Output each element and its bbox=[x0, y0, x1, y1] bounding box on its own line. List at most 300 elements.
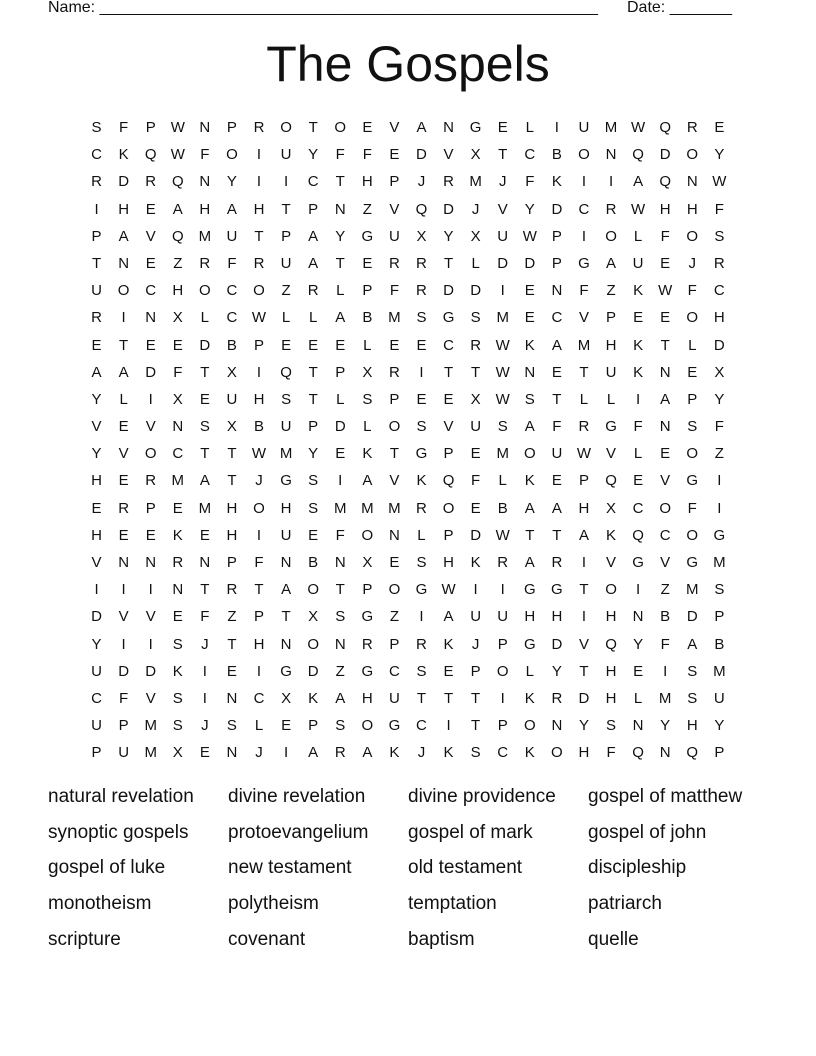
grid-letter: Q bbox=[686, 744, 699, 762]
grid-letter: R bbox=[226, 581, 238, 599]
grid-letter: I bbox=[94, 200, 99, 218]
grid-letter: B bbox=[551, 146, 562, 164]
grid-letter: E bbox=[172, 608, 183, 626]
grid-letter: S bbox=[524, 390, 535, 408]
word-bank-row bbox=[48, 851, 788, 887]
grid-letter: S bbox=[687, 418, 698, 436]
grid-letter: M bbox=[686, 581, 699, 599]
grid-letter: T bbox=[308, 363, 318, 381]
grid-letter: F bbox=[471, 472, 481, 490]
grid-letter: N bbox=[659, 418, 671, 436]
grid-letter: K bbox=[470, 554, 481, 571]
grid-letter: M bbox=[713, 554, 726, 571]
grid-letter: P bbox=[389, 635, 400, 653]
grid-letter: M bbox=[469, 173, 482, 191]
grid-letter: W bbox=[170, 119, 185, 136]
grid-letter: N bbox=[118, 554, 130, 571]
grid-letter: S bbox=[362, 390, 373, 408]
grid-letter: Q bbox=[659, 119, 672, 136]
grid-letter: E bbox=[199, 526, 210, 544]
grid-letter: K bbox=[443, 635, 454, 653]
grid-letter: M bbox=[171, 472, 185, 490]
grid-letter: I bbox=[500, 689, 505, 707]
grid-letter: Y bbox=[226, 173, 237, 191]
grid-letter: X bbox=[470, 390, 481, 408]
grid-letter: U bbox=[280, 418, 292, 436]
grid-letter: K bbox=[362, 445, 373, 463]
grid-letter: F bbox=[606, 744, 616, 762]
grid-row bbox=[83, 658, 733, 685]
grid-letter: D bbox=[551, 200, 563, 218]
grid-letter: Y bbox=[335, 227, 346, 245]
grid-letter: L bbox=[336, 282, 345, 300]
grid-letter: C bbox=[226, 309, 238, 327]
grid-letter: E bbox=[714, 119, 725, 136]
word-bank-row bbox=[48, 815, 788, 851]
word-bank-item: temptation bbox=[408, 893, 497, 915]
grid-letter: K bbox=[551, 173, 562, 191]
grid-letter: N bbox=[199, 173, 211, 191]
grid-letter: A bbox=[281, 581, 292, 599]
grid-letter: O bbox=[388, 418, 401, 436]
grid-letter: F bbox=[714, 200, 724, 218]
grid-letter: M bbox=[658, 689, 672, 707]
grid-letter: O bbox=[388, 581, 401, 599]
grid-letter: R bbox=[145, 173, 157, 191]
grid-letter: G bbox=[605, 418, 617, 436]
grid-letter: L bbox=[363, 336, 372, 354]
grid-letter: C bbox=[632, 499, 644, 517]
grid-letter: S bbox=[91, 119, 102, 136]
grid-letter: H bbox=[524, 608, 536, 626]
grid-letter: T bbox=[552, 526, 562, 544]
grid-letter: O bbox=[659, 499, 672, 517]
grid-letter: T bbox=[200, 363, 210, 381]
grid-letter: X bbox=[470, 227, 481, 245]
grid-letter: W bbox=[495, 336, 510, 354]
grid-letter: T bbox=[579, 662, 589, 680]
grid-letter: U bbox=[91, 282, 102, 300]
grid-row bbox=[83, 413, 733, 440]
grid-letter: U bbox=[605, 363, 617, 381]
grid-letter: E bbox=[145, 200, 156, 218]
grid-letter: T bbox=[443, 363, 454, 381]
grid-letter: R bbox=[307, 282, 319, 300]
grid-letter: A bbox=[308, 254, 319, 272]
grid-letter: M bbox=[144, 744, 157, 762]
grid-letter: T bbox=[552, 390, 562, 408]
grid-letter: T bbox=[443, 254, 454, 272]
grid-letter: F bbox=[254, 554, 264, 571]
grid-row bbox=[83, 168, 733, 195]
grid-letter: D bbox=[470, 526, 482, 544]
grid-letter: N bbox=[145, 554, 157, 571]
grid-letter: X bbox=[362, 554, 373, 571]
grid-letter: Q bbox=[171, 227, 184, 245]
grid-letter: E bbox=[389, 554, 400, 571]
grid-letter: N bbox=[443, 119, 454, 136]
grid-letter: E bbox=[118, 472, 129, 490]
grid-letter: R bbox=[334, 744, 346, 762]
grid-letter: X bbox=[308, 608, 319, 626]
grid-letter: U bbox=[118, 744, 130, 762]
grid-letter: M bbox=[333, 499, 347, 517]
grid-letter: P bbox=[578, 472, 589, 490]
grid-letter: G bbox=[469, 119, 482, 136]
grid-letter: R bbox=[91, 173, 102, 191]
grid-letter: Y bbox=[91, 390, 102, 408]
grid-letter: R bbox=[253, 119, 265, 136]
grid-letter: Q bbox=[605, 472, 617, 490]
grid-letter: E bbox=[524, 282, 535, 300]
grid-letter: H bbox=[226, 499, 238, 517]
grid-letter: Z bbox=[606, 282, 616, 300]
grid-letter: E bbox=[416, 390, 427, 408]
grid-letter: G bbox=[523, 581, 536, 599]
grid-letter: H bbox=[605, 689, 617, 707]
grid-letter: G bbox=[442, 309, 455, 327]
grid-letter: C bbox=[172, 445, 184, 463]
grid-letter: N bbox=[226, 744, 238, 762]
grid-letter: Z bbox=[227, 608, 237, 626]
grid-letter: E bbox=[335, 445, 346, 463]
grid-letter: T bbox=[254, 227, 264, 245]
grid-letter: A bbox=[362, 744, 373, 762]
grid-letter: E bbox=[199, 744, 210, 762]
grid-letter: Y bbox=[714, 717, 725, 735]
grid-letter: A bbox=[199, 472, 210, 490]
grid-letter: E bbox=[308, 526, 319, 544]
grid-letter: Y bbox=[308, 445, 319, 463]
grid-letter: E bbox=[551, 472, 562, 490]
grid-letter: I bbox=[121, 635, 126, 653]
word-bank-item: gospel of mark bbox=[408, 821, 533, 843]
grid-letter: E bbox=[389, 146, 400, 164]
grid-letter: E bbox=[145, 254, 156, 272]
grid-letter: X bbox=[226, 363, 237, 381]
grid-letter: N bbox=[686, 173, 698, 191]
grid-letter: K bbox=[389, 744, 400, 762]
grid-letter: V bbox=[145, 689, 156, 707]
grid-row bbox=[83, 114, 733, 141]
grid-letter: G bbox=[361, 662, 374, 680]
grid-letter: H bbox=[578, 499, 590, 517]
grid-letter: C bbox=[416, 717, 427, 735]
grid-letter: S bbox=[470, 744, 481, 762]
word-bank-item: divine revelation bbox=[228, 785, 366, 807]
grid-letter: A bbox=[118, 363, 129, 381]
grid-letter: L bbox=[308, 309, 318, 327]
grid-letter: T bbox=[308, 390, 318, 408]
grid-letter: E bbox=[389, 336, 400, 354]
word-bank-item: divine providence bbox=[408, 785, 556, 807]
grid-letter: T bbox=[335, 254, 345, 272]
grid-letter: P bbox=[254, 336, 265, 354]
grid-letter: R bbox=[713, 254, 725, 272]
grid-letter: F bbox=[525, 173, 535, 191]
grid-letter: O bbox=[686, 309, 699, 327]
grid-letter: N bbox=[388, 526, 400, 544]
grid-letter: H bbox=[443, 554, 454, 571]
grid-letter: R bbox=[416, 282, 427, 300]
grid-letter: N bbox=[280, 635, 292, 653]
grid-letter: I bbox=[581, 608, 587, 626]
grid-letter: H bbox=[226, 526, 238, 544]
grid-letter: G bbox=[686, 472, 699, 490]
word-bank-row bbox=[48, 886, 788, 922]
grid-letter: I bbox=[338, 472, 343, 490]
grid-letter: S bbox=[687, 689, 698, 707]
grid-letter: S bbox=[172, 717, 183, 735]
grid-letter: T bbox=[227, 635, 237, 653]
grid-letter: D bbox=[118, 662, 130, 680]
grid-letter: V bbox=[118, 608, 129, 626]
grid-letter: O bbox=[307, 635, 319, 653]
grid-letter: S bbox=[308, 499, 319, 517]
grid-letter: B bbox=[714, 635, 725, 653]
grid-letter: B bbox=[254, 418, 265, 436]
grid-letter: I bbox=[500, 581, 505, 599]
grid-letter: T bbox=[471, 717, 481, 735]
word-bank-item: patriarch bbox=[588, 893, 662, 915]
grid-letter: U bbox=[713, 689, 725, 707]
word-bank-row bbox=[48, 922, 788, 958]
grid-letter: C bbox=[659, 526, 671, 544]
grid-letter: K bbox=[606, 526, 617, 544]
grid-letter: A bbox=[578, 526, 589, 544]
grid-letter: K bbox=[118, 146, 129, 164]
grid-letter: I bbox=[419, 363, 424, 381]
grid-letter: W bbox=[170, 146, 185, 164]
grid-letter: V bbox=[578, 635, 589, 653]
grid-letter: E bbox=[335, 336, 346, 354]
grid-letter: P bbox=[362, 282, 373, 300]
grid-letter: G bbox=[415, 445, 428, 463]
grid-letter: H bbox=[605, 608, 617, 626]
grid-letter: I bbox=[121, 581, 126, 599]
grid-letter: W bbox=[522, 227, 537, 245]
grid-letter: E bbox=[172, 336, 183, 354]
grid-letter: F bbox=[200, 146, 210, 164]
grid-letter: P bbox=[145, 119, 156, 136]
grid-letter: X bbox=[172, 390, 183, 408]
grid-letter: F bbox=[660, 227, 670, 245]
grid-letter: D bbox=[659, 146, 671, 164]
grid-letter: H bbox=[713, 309, 725, 327]
grid-letter: P bbox=[335, 363, 346, 381]
grid-letter: S bbox=[606, 717, 617, 735]
grid-letter: O bbox=[686, 445, 699, 463]
grid-letter: D bbox=[578, 689, 590, 707]
grid-letter: E bbox=[660, 254, 671, 272]
grid-letter: P bbox=[443, 445, 454, 463]
grid-letter: I bbox=[256, 526, 262, 544]
grid-letter: I bbox=[148, 581, 153, 599]
grid-letter: A bbox=[335, 309, 346, 327]
word-bank-item: protoevangelium bbox=[228, 821, 369, 843]
grid-letter: L bbox=[254, 717, 264, 735]
grid-letter: K bbox=[633, 336, 644, 354]
grid-letter: R bbox=[686, 119, 698, 136]
grid-letter: E bbox=[470, 499, 481, 517]
grid-letter: A bbox=[687, 635, 698, 653]
grid-letter: I bbox=[202, 662, 207, 680]
grid-letter: R bbox=[497, 554, 509, 571]
grid-letter: F bbox=[119, 689, 129, 707]
grid-letter: Q bbox=[632, 744, 644, 762]
word-bank-item: gospel of matthew bbox=[588, 785, 743, 807]
grid-letter: N bbox=[280, 554, 292, 571]
grid-letter: H bbox=[686, 200, 698, 218]
grid-letter: G bbox=[551, 581, 563, 599]
grid-letter: J bbox=[201, 635, 209, 653]
grid-letter: B bbox=[497, 499, 508, 517]
grid-letter: G bbox=[415, 581, 428, 599]
grid-letter: H bbox=[361, 173, 373, 191]
grid-letter: R bbox=[118, 499, 130, 517]
grid-letter: A bbox=[524, 499, 535, 517]
grid-letter: E bbox=[172, 499, 183, 517]
grid-row bbox=[83, 141, 733, 168]
grid-letter: A bbox=[118, 227, 129, 245]
grid-letter: B bbox=[226, 336, 237, 354]
grid-letter: Z bbox=[281, 282, 291, 300]
word-bank-row bbox=[48, 779, 788, 815]
word-bank-item: scripture bbox=[48, 929, 121, 951]
grid-letter: Z bbox=[714, 445, 724, 463]
grid-letter: A bbox=[606, 254, 617, 272]
grid-letter: D bbox=[118, 173, 130, 191]
grid-letter: S bbox=[172, 689, 183, 707]
grid-letter: X bbox=[362, 363, 373, 381]
grid-letter: E bbox=[362, 119, 373, 136]
grid-letter: K bbox=[633, 282, 644, 300]
grid-letter: N bbox=[145, 309, 157, 327]
grid-letter: T bbox=[254, 581, 264, 599]
grid-letter: V bbox=[660, 554, 671, 571]
grid-letter: I bbox=[500, 282, 505, 300]
grid-letter: N bbox=[199, 119, 211, 136]
grid-letter: E bbox=[308, 336, 319, 354]
grid-letter: N bbox=[605, 146, 617, 164]
grid-letter: I bbox=[636, 581, 641, 599]
grid-letter: T bbox=[308, 119, 318, 136]
grid-letter: W bbox=[251, 309, 267, 327]
word-bank-item: quelle bbox=[588, 929, 639, 951]
grid-letter: J bbox=[417, 744, 426, 762]
grid-letter: H bbox=[686, 717, 698, 735]
grid-letter: I bbox=[636, 390, 641, 408]
grid-letter: A bbox=[335, 689, 346, 707]
grid-letter: I bbox=[256, 363, 262, 381]
grid-letter: S bbox=[335, 608, 346, 626]
grid-letter: K bbox=[443, 744, 454, 762]
grid-letter: S bbox=[714, 581, 725, 599]
grid-letter: P bbox=[470, 662, 481, 680]
grid-letter: D bbox=[334, 418, 346, 436]
grid-letter: P bbox=[389, 390, 400, 408]
grid-letter: I bbox=[148, 390, 153, 408]
grid-letter: O bbox=[117, 282, 130, 300]
grid-letter: O bbox=[280, 119, 292, 136]
grid-letter: R bbox=[551, 554, 563, 571]
grid-letter: S bbox=[416, 309, 427, 327]
grid-letter: A bbox=[172, 200, 183, 218]
grid-letter: F bbox=[579, 282, 589, 300]
grid-letter: C bbox=[307, 173, 319, 191]
grid-letter: X bbox=[416, 227, 427, 245]
grid-letter: O bbox=[686, 146, 699, 164]
grid-letter: G bbox=[686, 554, 699, 571]
grid-letter: N bbox=[334, 635, 346, 653]
grid-letter: E bbox=[551, 363, 562, 381]
grid-letter: U bbox=[280, 254, 292, 272]
grid-letter: U bbox=[497, 608, 509, 626]
grid-letter: W bbox=[658, 282, 673, 300]
grid-letter: D bbox=[470, 282, 482, 300]
grid-letter: T bbox=[335, 581, 345, 599]
grid-letter: R bbox=[91, 309, 102, 327]
grid-letter: L bbox=[498, 472, 507, 490]
grid-letter: P bbox=[362, 581, 373, 599]
grid-letter: P bbox=[714, 608, 725, 626]
grid-letter: V bbox=[145, 418, 156, 436]
grid-letter: L bbox=[633, 227, 643, 245]
grid-letter: H bbox=[253, 390, 265, 408]
grid-letter: E bbox=[687, 363, 698, 381]
grid-letter: S bbox=[308, 472, 319, 490]
grid-letter: R bbox=[172, 554, 184, 571]
grid-letter: C bbox=[551, 309, 563, 327]
grid-letter: L bbox=[525, 662, 534, 680]
worksheet-header bbox=[48, 0, 768, 20]
grid-letter: O bbox=[253, 499, 265, 517]
grid-letter: N bbox=[118, 254, 130, 272]
grid-letter: A bbox=[551, 499, 562, 517]
grid-letter: S bbox=[714, 227, 725, 245]
grid-letter: Y bbox=[443, 227, 454, 245]
word-bank-item: polytheism bbox=[228, 893, 319, 915]
grid-letter: E bbox=[633, 662, 644, 680]
letter-grid bbox=[83, 114, 733, 767]
grid-letter: H bbox=[605, 662, 617, 680]
grid-letter: G bbox=[361, 608, 374, 626]
grid-letter: I bbox=[608, 173, 614, 191]
grid-letter: F bbox=[200, 608, 210, 626]
grid-letter: S bbox=[226, 717, 237, 735]
grid-letter: E bbox=[226, 662, 237, 680]
grid-letter: N bbox=[334, 200, 346, 218]
grid-letter: S bbox=[172, 635, 183, 653]
grid-letter: O bbox=[226, 146, 238, 164]
grid-letter: F bbox=[362, 146, 372, 164]
grid-letter: C bbox=[91, 146, 102, 164]
grid-letter: L bbox=[471, 254, 480, 272]
grid-row bbox=[83, 386, 733, 413]
grid-letter: A bbox=[226, 200, 237, 218]
grid-letter: Y bbox=[714, 146, 725, 164]
grid-letter: D bbox=[145, 662, 157, 680]
grid-letter: H bbox=[253, 635, 265, 653]
grid-letter: P bbox=[91, 744, 102, 762]
grid-letter: M bbox=[496, 309, 509, 327]
grid-letter: W bbox=[495, 526, 510, 544]
grid-letter: I bbox=[717, 499, 722, 517]
grid-letter: N bbox=[659, 744, 671, 762]
grid-letter: V bbox=[389, 200, 400, 218]
grid-letter: I bbox=[256, 662, 262, 680]
grid-row bbox=[83, 359, 733, 386]
